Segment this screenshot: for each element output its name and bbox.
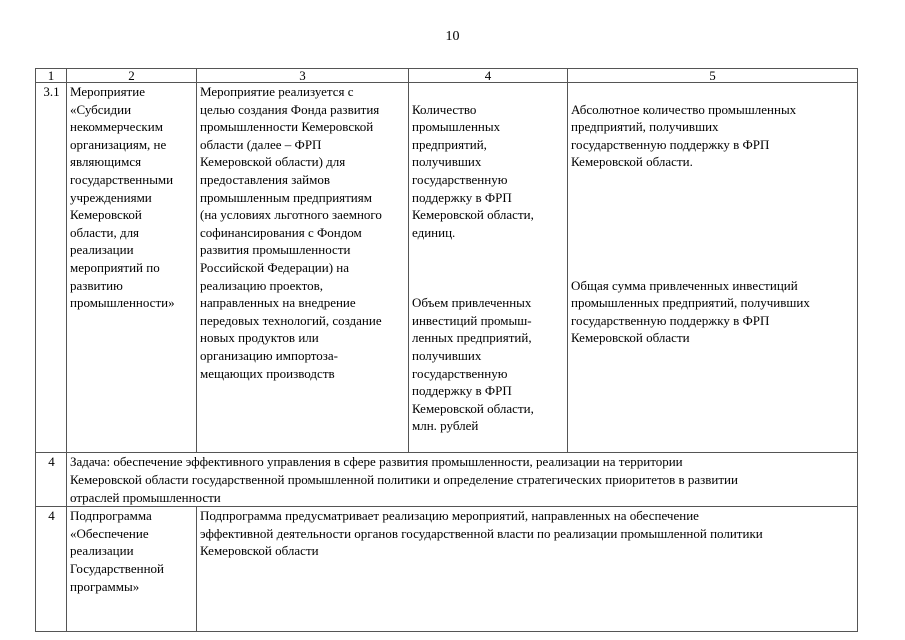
method-cell — [568, 83, 858, 453]
header-cell-2: 2 — [67, 69, 197, 83]
header-cell-1: 1 — [36, 69, 67, 83]
header-cell-3: 3 — [197, 69, 409, 83]
table-row-task — [36, 453, 858, 507]
row-number: 3.1 — [36, 83, 67, 453]
row-number: 4 — [36, 453, 67, 507]
row-number: 4 — [36, 507, 67, 632]
table-row-subprogram — [36, 507, 858, 632]
page-number: 10 — [445, 29, 460, 44]
method-count: Абсолютное количество промышленных предприятий, получивших государственную поддержку в ФРП Кемеровской области. — [571, 101, 797, 170]
measure-name-cell: Мероприятие «Субсидии некоммерческим организациям, не являющимся государственными учреждениями Кемеровской области, для реализации мероприятий по развитию промышленности» — [67, 83, 197, 453]
subprogram-name-cell: Подпрограмма «Обеспечение реализации Государственной программы» — [67, 507, 197, 632]
task-text-cell: Задача: обеспечение эффективного управления в сфере развития промышленности, реализации на территории Кемеровской области государственной промышленной политики и определение стратегических приоритетов в развитии отраслей промышленности — [67, 453, 858, 507]
measure-description-cell: Мероприятие реализуется с целью создания Фонда развития промышленности Кемеровской области (далее – ФРП Кемеровской области) для предоставления займов промышленным предприятиям (на условиях льготного заемного софинансирования с Фондом развития промышленности Российской Федерации) на реализацию проектов, направленных на внедрение передовых технологий, создание новых продуктов или организацию импортоза- мещающих производств — [197, 83, 409, 453]
indicator-cell — [409, 83, 568, 453]
subprogram-description-cell: Подпрограмма предусматривает реализацию мероприятий, направленных на обеспечение эффективной деятельности органов государственной власти по реализации промышленной политики Кемеровской области — [197, 507, 858, 632]
program-table — [35, 68, 858, 632]
method-investment: Общая сумма привлеченных инвестиций промышленных предприятий, получивших государственную поддержку в ФРП Кемеровской области — [571, 277, 810, 346]
indicator-count: Количество промышленных предприятий, получивших государственную поддержку в ФРП Кемеровской области, единиц. — [412, 101, 534, 240]
header-cell-4: 4 — [409, 69, 568, 83]
header-cell-5: 5 — [568, 69, 858, 83]
table-header-row — [36, 69, 858, 83]
table-row-3-1 — [36, 83, 858, 453]
indicator-investment: Объем привлеченных инвестиций промыш- ленных предприятий, получивших государственную поддержку в ФРП Кемеровской области, млн. рублей — [412, 295, 534, 434]
